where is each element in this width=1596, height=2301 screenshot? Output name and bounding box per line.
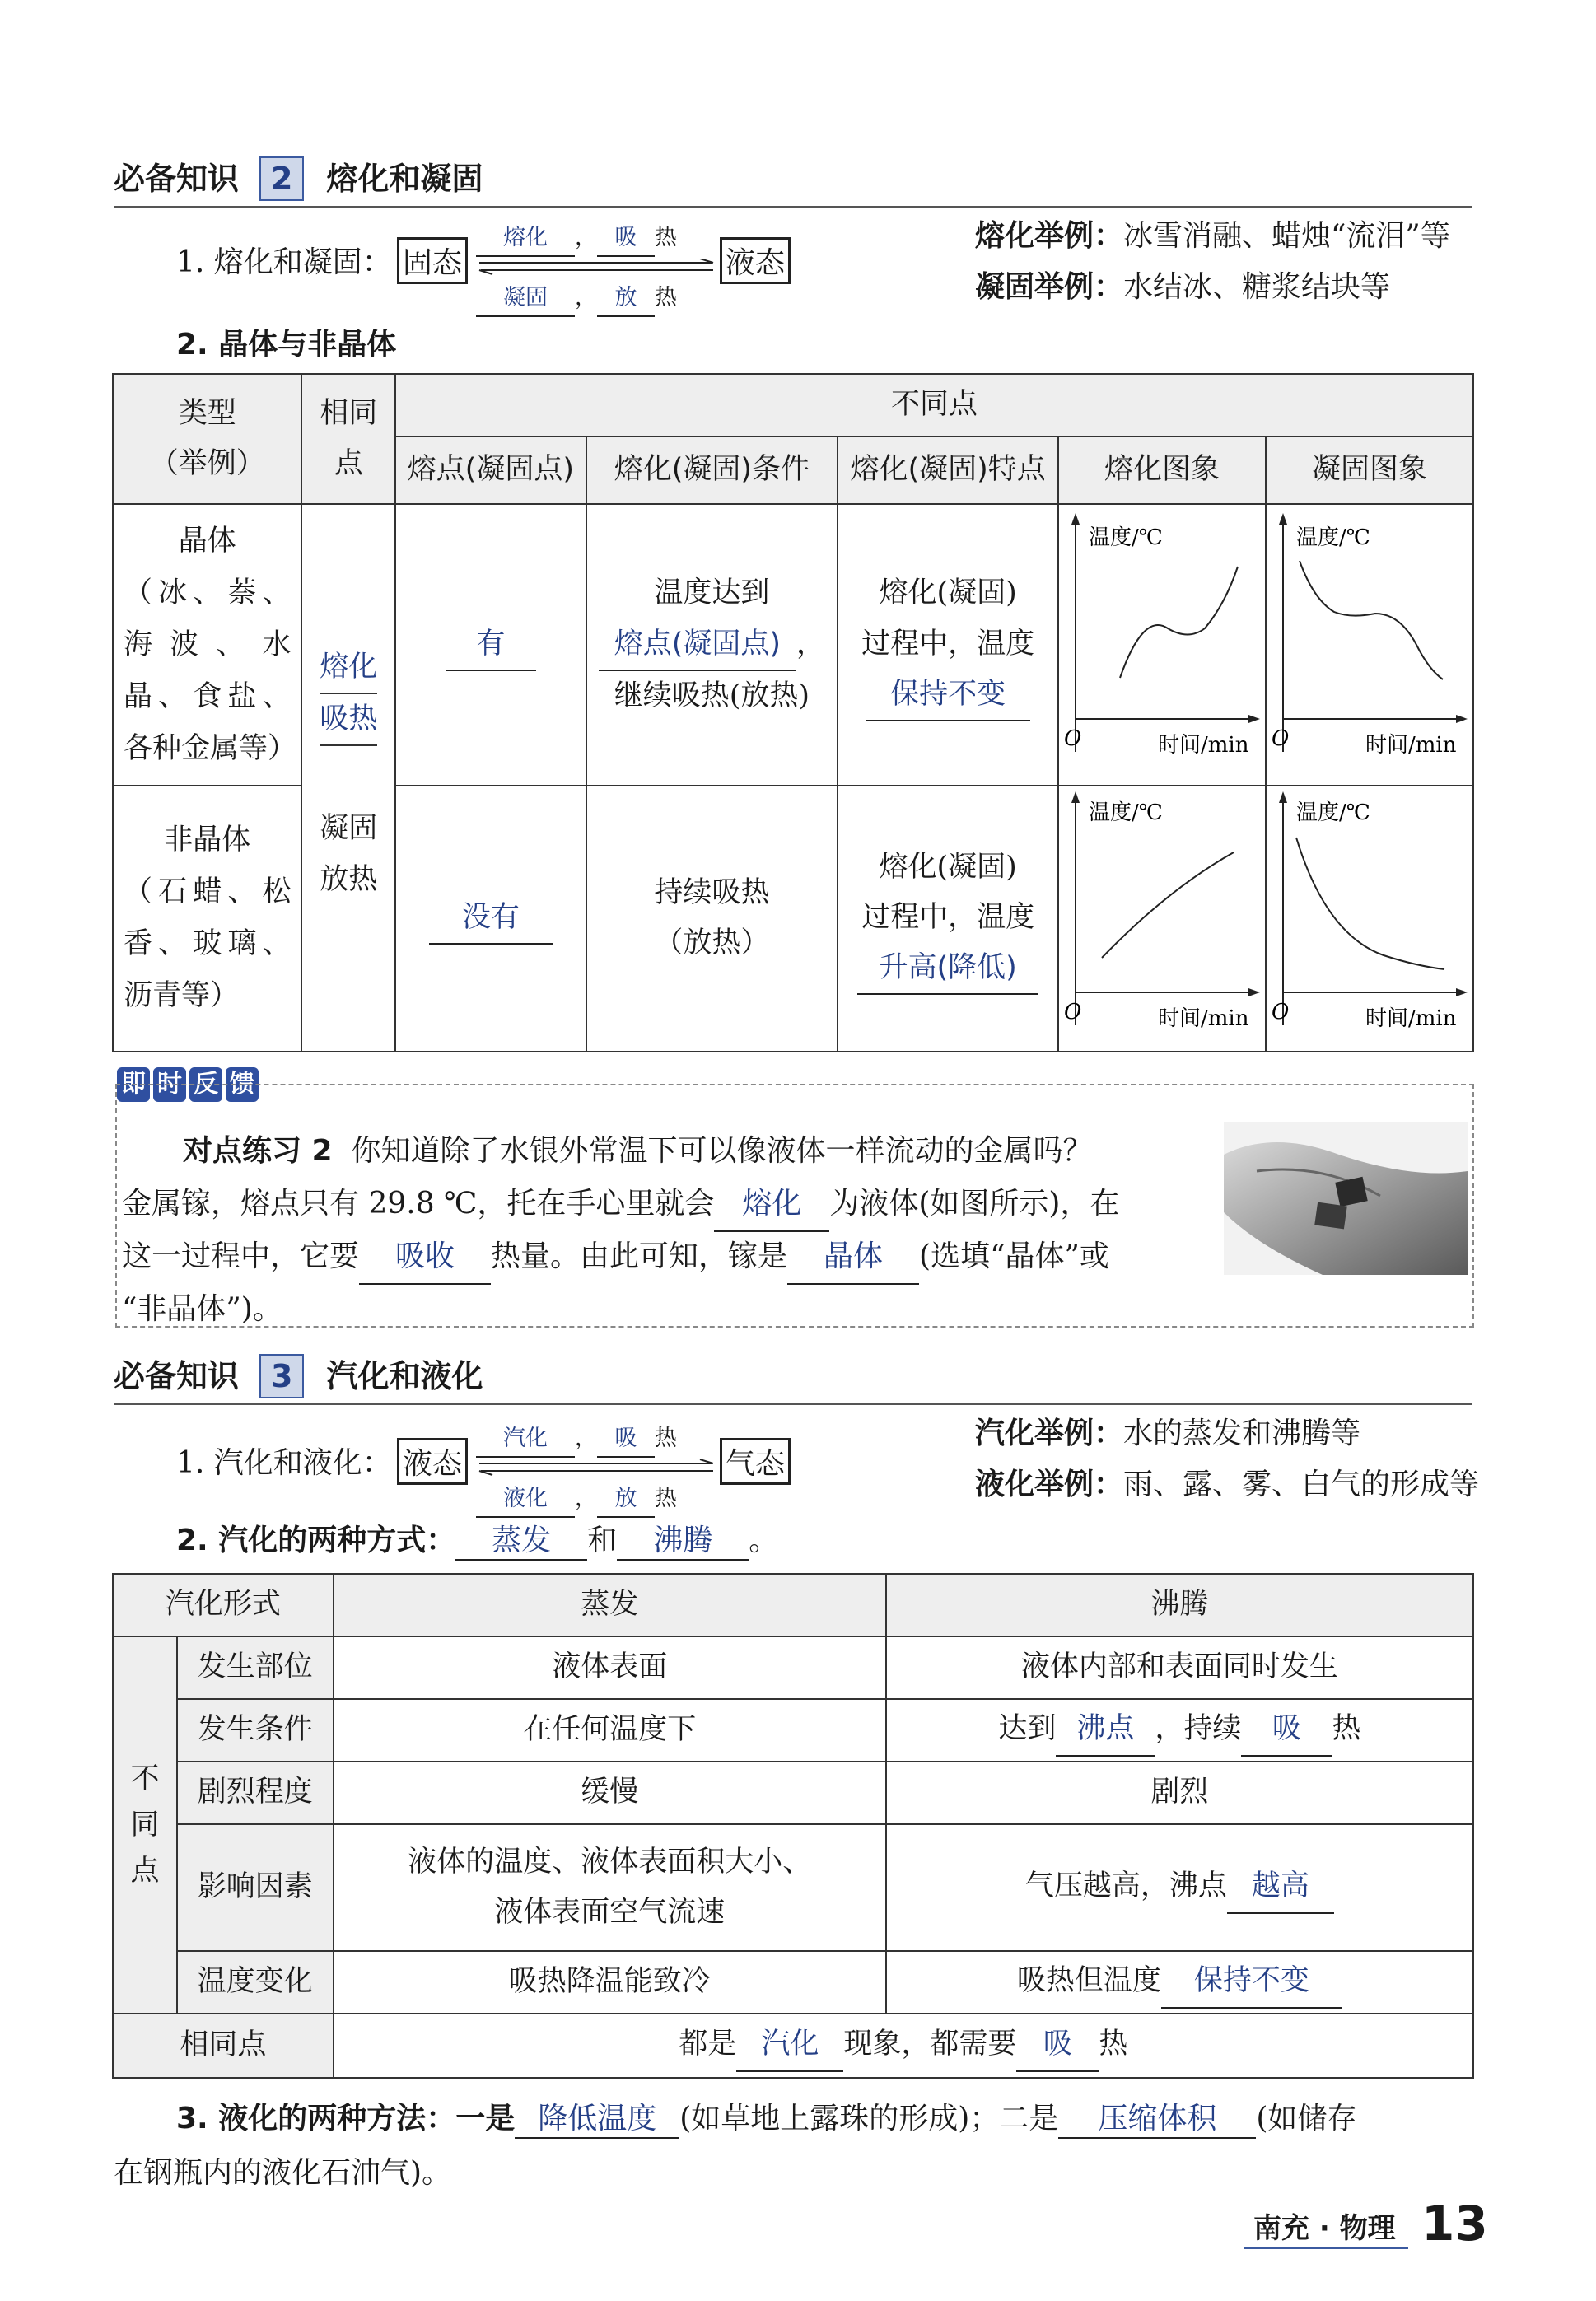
header-evap: 蒸发	[334, 1574, 886, 1636]
double-arrow-icon	[476, 259, 716, 275]
crystal-cond-cell: 温度达到 熔点(凝固点) ， 继续吸热(放热)	[586, 504, 838, 786]
section-prefix: 必备知识	[114, 161, 240, 197]
vap-arrow-group: 汽化 ， 吸 热 液化 ， 放 热	[476, 1421, 716, 1516]
svg-text:温度/℃: 温度/℃	[1295, 800, 1370, 826]
amorph-type-cell: 非晶体 （石蜡、松香、玻璃、沥青等）	[113, 786, 301, 1051]
feedback-line4: “非晶体”)。	[122, 1292, 282, 1326]
footer-label: 南充 · 物理	[1253, 2212, 1396, 2245]
state-liquid: 液态	[720, 237, 791, 284]
amorph-melt-graph	[1061, 786, 1263, 1034]
boil-temp-cell: 吸热但温度 保持不变	[886, 1951, 1473, 2014]
vaporization-table	[112, 1573, 1474, 2079]
header-boil: 沸腾	[886, 1574, 1473, 1636]
svg-text:O: O	[1271, 726, 1290, 751]
boil-condition-cell: 达到 沸点 ，持续 吸 热	[886, 1699, 1473, 1762]
amorph-point-cell: 没有	[395, 786, 586, 1051]
diff-label-cell: 不同点	[113, 1636, 177, 2014]
blank-absorb: 吸收	[359, 1230, 491, 1285]
svg-text:O: O	[1271, 1000, 1290, 1025]
section-2-header	[114, 153, 483, 201]
header-feature: 熔化(凝固)特点	[838, 436, 1058, 504]
header-solid-graph: 凝固图象	[1266, 436, 1473, 504]
melt-solid-label: 1. 熔化和凝固：	[176, 245, 392, 279]
crystal-point-cell: 有	[395, 504, 586, 786]
blank-melt: 熔化	[714, 1178, 829, 1232]
header-melt-graph: 熔化图象	[1058, 436, 1266, 504]
amorph-solid-graph	[1268, 786, 1471, 1034]
svg-text:时间/min: 时间/min	[1365, 733, 1457, 758]
header-diff: 不同点	[395, 374, 1473, 436]
svg-text:温度/℃: 温度/℃	[1089, 800, 1163, 826]
row-label: 剧烈程度	[177, 1762, 334, 1824]
table-cell: 吸热降温能致冷	[334, 1951, 886, 2014]
crystal-melt-graph	[1061, 505, 1263, 768]
vap-example: 汽化举例：水的蒸发和沸腾等	[975, 1417, 1361, 1450]
top-process-blank: 熔化	[476, 221, 575, 257]
header-same: 相同 点	[301, 374, 395, 504]
bottom-process-blank: 凝固	[476, 281, 575, 317]
boil-factor-cell: 气压越高，沸点 越高	[886, 1824, 1473, 1951]
table-cell: 在任何温度下	[334, 1699, 886, 1762]
feedback-line1: 对点练习 2 你知道除了水银外常温下可以像液体一样流动的金属吗？	[183, 1134, 1093, 1168]
row-label: 影响因素	[177, 1824, 334, 1951]
feedback-line3: 这一过程中，它要 吸收 热量。由此可知，镓是 晶体 (选填“晶体”或	[122, 1230, 1109, 1285]
liq-example: 液化举例：雨、露、雾、白气的形成等	[975, 1468, 1480, 1501]
graph-y-label: 温度/℃	[1089, 525, 1163, 550]
svg-text:温度/℃: 温度/℃	[1295, 525, 1370, 550]
crystal-solid-graph-cell	[1266, 504, 1473, 786]
row-label: 发生部位	[177, 1636, 334, 1699]
crystal-table	[112, 373, 1474, 1052]
crystal-heading: 2. 晶体与非晶体	[176, 328, 397, 362]
state-solid: 固态	[397, 237, 468, 284]
header-melting-point: 熔点(凝固点)	[395, 436, 586, 504]
svg-text:时间/min: 时间/min	[1365, 1006, 1457, 1032]
blank-crystal: 晶体	[787, 1230, 919, 1285]
footer-underline	[1244, 2247, 1408, 2249]
feedback-line2: 金属镓，熔点只有 29.8 ℃，托在手心里就会 熔化 为液体(如图所示)，在	[122, 1178, 1119, 1232]
gallium-hand-image	[1224, 1122, 1468, 1275]
table-cell: 液体的温度、液体表面积大小、 液体表面空气流速	[334, 1824, 886, 1951]
amorph-solid-graph-cell	[1266, 786, 1473, 1051]
table-cell: 缓慢	[334, 1762, 886, 1824]
crystal-feature-cell: 熔化(凝固) 过程中，温度 保持不变	[838, 504, 1058, 786]
section-title: 熔化和凝固	[326, 161, 483, 197]
liquefaction-methods: 3. 液化的两种方法：一是 降低温度 (如草地上露珠的形成)；二是 压缩体积 (如储存	[176, 2095, 1356, 2139]
double-arrow-icon-2	[476, 1459, 716, 1476]
solid-example: 凝固举例：水结冰、糖浆结块等	[975, 270, 1391, 304]
melt-arrow-group: 熔化 ， 吸 热 凝固 ， 放 热	[476, 221, 716, 315]
amorph-cond-cell: 持续吸热 （放热）	[586, 786, 838, 1051]
crystal-type-cell: 晶体 （冰、萘、海波、水晶、食盐、各种金属等）	[113, 504, 301, 786]
section-3-header: 必备知识 3 汽化和液化	[114, 1351, 483, 1398]
same-label: 相同点	[113, 2014, 334, 2078]
same-cell: 熔化 吸热 凝固 放热	[301, 504, 395, 1052]
table-cell: 液体内部和表面同时发生	[886, 1636, 1473, 1699]
amorph-melt-graph-cell	[1058, 786, 1266, 1051]
state-liquid-2: 液态	[397, 1438, 468, 1485]
header-type: 类型 （举例）	[113, 374, 301, 504]
same-cell-2: 都是 汽化 现象，都需要 吸 热	[334, 2014, 1473, 2078]
two-ways: 2. 汽化的两种方式： 蒸发 和 沸腾 。	[176, 1517, 778, 1561]
blank-boiling: 沸腾	[617, 1517, 749, 1561]
state-gas: 气态	[720, 1438, 791, 1485]
section-number: 2	[259, 156, 304, 201]
crystal-melt-graph-cell	[1058, 504, 1266, 786]
page-number: 13	[1421, 2196, 1488, 2252]
vap-liq-label: 1. 汽化和液化：	[176, 1446, 392, 1480]
header-condition: 熔化(凝固)条件	[586, 436, 838, 504]
svg-text:O: O	[1064, 1000, 1082, 1025]
amorph-feature-cell: 熔化(凝固) 过程中，温度 升高(降低)	[838, 786, 1058, 1051]
melt-example: 熔化举例：冰雪消融、蜡烛“流泪”等	[975, 219, 1450, 253]
feedback-badge: 即 时 反 馈	[117, 1067, 262, 1102]
row-label: 温度变化	[177, 1951, 334, 2014]
blank-evaporation: 蒸发	[455, 1517, 587, 1561]
table-cell: 液体表面	[334, 1636, 886, 1699]
graph-x-label: 时间/min	[1158, 733, 1249, 758]
section-divider	[114, 206, 1472, 208]
crystal-solid-graph	[1268, 505, 1471, 768]
row-label: 发生条件	[177, 1699, 334, 1762]
svg-text:时间/min: 时间/min	[1158, 1006, 1249, 1032]
header-form: 汽化形式	[113, 1574, 334, 1636]
svg-text:O: O	[1064, 726, 1082, 751]
top-heat-blank: 吸	[597, 221, 655, 257]
liquefaction-line2: 在钢瓶内的液化石油气)。	[114, 2156, 452, 2190]
bottom-heat-blank: 放	[597, 281, 655, 317]
section-divider-2	[114, 1403, 1472, 1405]
table-cell: 剧烈	[886, 1762, 1473, 1824]
